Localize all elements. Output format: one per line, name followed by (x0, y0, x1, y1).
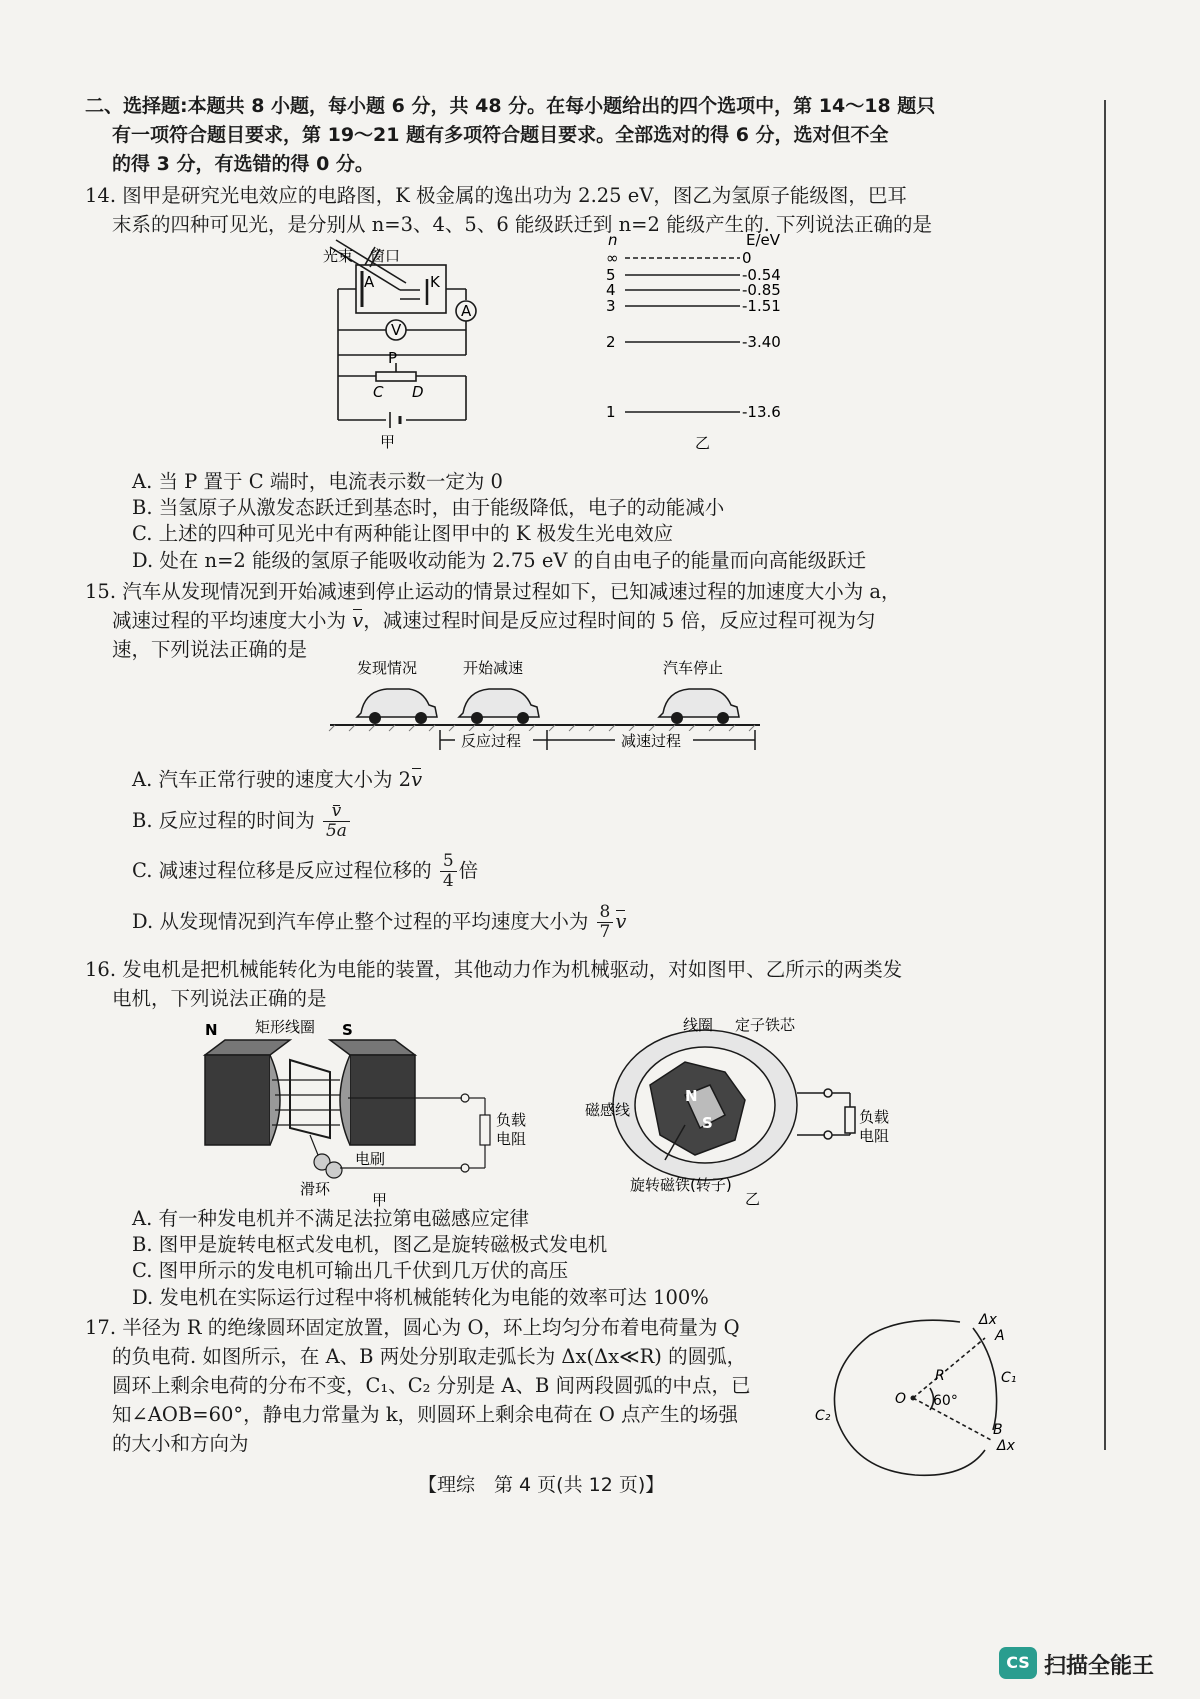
q16-stem-line2: 电机，下列说法正确的是 (112, 987, 327, 1010)
q16-option-C: C. 图甲所示的发电机可输出几千伏到几万伏的高压 (132, 1259, 569, 1282)
label-end-D: D (412, 383, 424, 401)
q15-stem-line1: 15. 汽车从发现情况到开始减速到停止运动的情景过程如下，已知减速过程的加速度大小为 a， (85, 580, 901, 603)
label-window: 窗口 (370, 247, 401, 265)
label-field-lines: 磁感线 (585, 1101, 631, 1119)
q14-option-A: A. 当 P 置于 C 端时，电流表示数一定为 0 (132, 470, 503, 493)
hydrogen-energy-level-diagram (600, 230, 810, 455)
label-angle-60: 60° (933, 1393, 958, 1409)
label-rect-coil: 矩形线圈 (255, 1018, 316, 1036)
energy-level-n: 5 (606, 266, 616, 284)
q16-option-B: B. 图甲是旋转电枢式发电机，图乙是旋转磁极式发电机 (132, 1233, 608, 1256)
rotating-armature-generator-diagram (200, 1010, 550, 1209)
label-center-O: O (895, 1391, 907, 1407)
q15-option-B: B. 反应过程的时间为 $\frac{v}{5a}$ (132, 802, 352, 841)
car-braking-diagram (325, 655, 765, 765)
q14-option-D: D. 处在 n=2 能级的氢原子能吸收动能为 2.75 eV 的自由电子的能量而向高能级跃迁 (132, 549, 867, 572)
label-light-beam: 光束 (323, 247, 354, 265)
label-C1: C₁ (1001, 1370, 1017, 1386)
q17-stem-line1: 17. 半径为 R 的绝缘圆环固定放置，圆心为 O，环上均匀分布着电荷量为 Q (85, 1316, 740, 1339)
section-header-line3: 的得 3 分，有选错的得 0 分。 (112, 153, 374, 175)
section-header-line2: 有一项符合题目要求，第 19～21 题有多项符合题目要求。全部选对的得 6 分，选对但不全 (112, 124, 889, 146)
energy-level-n: 4 (606, 281, 616, 299)
charged-ring-diagram (815, 1310, 1045, 1480)
q14-option-B: B. 当氢原子从激发态跃迁到基态时，由于能级降低，电子的动能减小 (132, 496, 725, 519)
q17-stem-line5: 的大小和方向为 (112, 1432, 249, 1455)
label-start: 开始减速 (463, 659, 524, 677)
q15-option-D: D. 从发现情况到汽车停止整个过程的平均速度大小为 $\frac{8}{7}$ v (132, 902, 627, 942)
energy-level-n: ∞ (606, 249, 619, 267)
caption-generator-yi: 乙 (745, 1190, 761, 1208)
label-coil: 线圈 (683, 1016, 714, 1034)
label-pole-S: S (342, 1021, 353, 1039)
camscanner-logo: CS (999, 1647, 1037, 1679)
ring-arc-left (834, 1320, 985, 1475)
label-rotor-S: S (702, 1114, 713, 1132)
label-slip-ring: 滑环 (300, 1180, 331, 1198)
label-rotor-N: N (685, 1087, 698, 1105)
q15-stem-line3: 速，下列说法正确的是 (112, 638, 308, 661)
label-radius-R: R (935, 1368, 945, 1384)
caption-yi: 乙 (695, 434, 711, 452)
page-right-margin-line (1104, 100, 1106, 1450)
energy-levels (606, 249, 781, 421)
caption-jia: 甲 (380, 433, 396, 451)
energy-level-value: -1.51 (742, 297, 781, 315)
energy-level-value: -13.6 (742, 403, 781, 421)
energy-level-n: 1 (606, 403, 616, 421)
q15-stem-line2: 减速过程的平均速度大小为 v，减速过程时间是反应过程时间的 5 倍，反应过程可视为匀 (112, 606, 876, 635)
rotating-field-generator-diagram (585, 1010, 890, 1208)
section-header-line1: 二、选择题:本题共 8 小题，每小题 6 分，共 48 分。在每小题给出的四个选项中，第 14～18 题只 (85, 95, 936, 117)
label-end-C: C (373, 383, 384, 401)
energy-level-n: 2 (606, 333, 616, 351)
q15-option-C: C. 减速过程位移是反应过程位移的 $\frac{5}{4}$ 倍 (132, 851, 479, 891)
label-brush: 电刷 (355, 1150, 386, 1168)
q16-option-D: D. 发电机在实际运行过程中将机械能转化为电能的效率可达 100% (132, 1286, 709, 1309)
label-point-B: B (993, 1422, 1003, 1438)
energy-level-value: -0.85 (742, 281, 781, 299)
label-stop: 汽车停止 (663, 659, 724, 677)
label-anode-A: A (364, 273, 375, 291)
page-footer: 【理综 第 4 页(共 12 页)】 (418, 1474, 665, 1496)
label-point-A: A (995, 1328, 1005, 1344)
caption-generator-jia: 甲 (372, 1191, 388, 1209)
label-dx-B: Δx (997, 1438, 1015, 1454)
q14-option-C: C. 上述的四种可见光中有两种能让图甲中的 K 极发生光电效应 (132, 522, 674, 545)
q16-option-A: A. 有一种发电机并不满足法拉第电磁感应定律 (132, 1207, 529, 1230)
label-load-yi-1: 负载 (859, 1108, 890, 1126)
label-load-yi-2: 电阻 (859, 1127, 890, 1145)
label-load-1: 负载 (496, 1111, 527, 1129)
label-decel-process: 减速过程 (621, 732, 682, 750)
label-found: 发现情况 (357, 659, 418, 677)
label-slider-P: P (388, 349, 398, 367)
q17-stem-line4: 知∠AOB=60°，静电力常量为 k，则圆环上剩余电荷在 O 点产生的场强 (112, 1403, 739, 1426)
car-start-icon (459, 689, 539, 717)
photoelectric-circuit-diagram (320, 235, 530, 450)
label-energy-unit: E/eV (746, 231, 781, 249)
ring-arc-right (973, 1328, 997, 1430)
label-load-2: 电阻 (496, 1130, 527, 1148)
q17-stem-line3: 圆环上剩余电荷的分布不变，C₁、C₂ 分别是 A、B 间两段圆弧的中点，已 (112, 1374, 751, 1397)
q16-stem-line1: 16. 发电机是把机械能转化为电能的装置，其他动力作为机械驱动，对如图甲、乙所示的两类发 (85, 958, 903, 981)
label-C2: C₂ (815, 1408, 831, 1424)
q17-stem-line2: 的负电荷. 如图所示，在 A、B 两处分别取走弧长为 Δx(Δx≪R) 的圆弧， (112, 1345, 747, 1368)
energy-level-value: 0 (742, 249, 752, 267)
energy-level-value: -0.54 (742, 266, 781, 284)
label-reaction-process: 反应过程 (461, 732, 522, 750)
label-dx-A: Δx (979, 1312, 997, 1328)
car-found-icon (357, 689, 437, 717)
camscanner-watermark: 扫描全能王 (1044, 1654, 1155, 1679)
label-n: n (608, 231, 618, 249)
label-pole-N: N (205, 1021, 218, 1039)
label-rotating-magnet: 旋转磁铁(转子) (630, 1176, 732, 1194)
label-cathode-K: K (430, 273, 440, 291)
label-stator-core: 定子铁芯 (735, 1016, 796, 1034)
energy-level-value: -3.40 (742, 333, 781, 351)
car-stop-icon (659, 689, 739, 717)
energy-level-n: 3 (606, 297, 616, 315)
label-ammeter: A (461, 302, 472, 320)
q14-stem-line1: 14. 图甲是研究光电效应的电路图，K 极金属的逸出功为 2.25 eV，图乙为氢原子能级图，巴耳 (85, 184, 907, 207)
q15-option-A: A. 汽车正常行驶的速度大小为 2v (132, 765, 422, 794)
label-voltmeter: V (391, 321, 402, 339)
q14-stem-line2: 末系的四种可见光，是分别从 n=3、4、5、6 能级跃迁到 n=2 能级产生的. 下列说法正确的是 (112, 213, 933, 236)
